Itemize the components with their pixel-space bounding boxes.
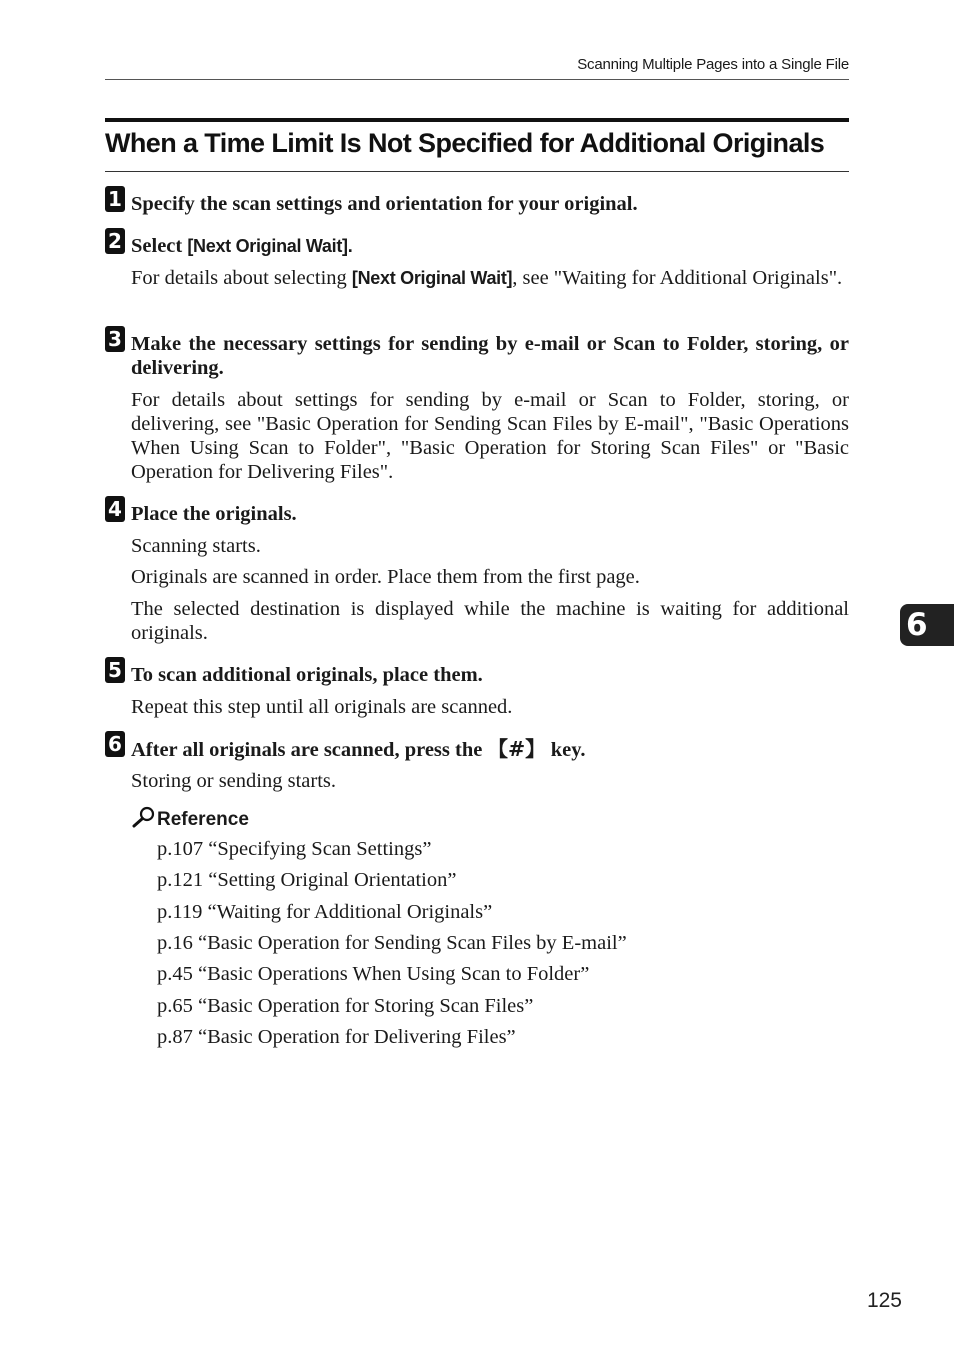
next-original-wait-key-inline: [Next Original Wait] [351, 268, 513, 288]
title-top-rule [105, 118, 849, 122]
reference-heading [131, 806, 249, 831]
running-header: Scanning Multiple Pages into a Single File [577, 56, 849, 73]
reference-link[interactable]: p.16 “Basic Operation for Sending Scan Files by E-mail” [157, 932, 627, 954]
step-6-heading-suffix: key. [545, 739, 586, 761]
step-3-number: 3 [105, 326, 125, 352]
step-3-body: For details about settings for sending by e-mail or Scan to Folder, storing, or delivering, see "Basic Operation for Sending Scan Files by E-mail", "Basic Operations When Using Scan to Folder", "Basic Operation for Storing Scan Files" or "Basic Operation for Delivering Files". [131, 389, 849, 483]
step-2-heading-prefix: Select [131, 235, 188, 257]
chapter-tab: 6 [900, 604, 954, 646]
reference-link[interactable]: p.65 “Basic Operation for Storing Scan Files” [157, 995, 534, 1017]
step-5-heading: To scan additional originals, place them. [131, 664, 483, 686]
hash-key: 【#】 [487, 737, 546, 761]
step-4-number: 4 [105, 496, 125, 522]
step-2-number: 2 [105, 228, 125, 254]
step-4-body-line: The selected destination is displayed while the machine is waiting for additional originals. [131, 598, 849, 644]
step-4-body-line: Originals are scanned in order. Place them from the first page. [131, 566, 640, 588]
reference-link[interactable]: p.107 “Specifying Scan Settings” [157, 838, 432, 860]
step-5-number: 5 [105, 657, 125, 683]
title-bottom-rule [105, 171, 849, 172]
step-6-heading [131, 737, 849, 762]
step-2-body [131, 266, 849, 290]
step-2-body-suffix: , see "Waiting for Additional Originals". [512, 267, 843, 289]
reference-label: Reference [157, 809, 249, 830]
step-6-heading-prefix: After all originals are scanned, press the [131, 739, 488, 761]
step-6-body: Storing or sending starts. [131, 770, 336, 792]
step-3-heading: Make the necessary settings for sending by e-mail or Scan to Folder, storing, or delivering. [131, 333, 849, 379]
header-divider [105, 79, 849, 80]
reference-link[interactable]: p.119 “Waiting for Additional Originals” [157, 901, 493, 923]
step-4-body-line: Scanning starts. [131, 535, 261, 557]
step-2-heading [131, 234, 849, 258]
magnifier-icon [131, 806, 157, 828]
reference-link[interactable]: p.87 “Basic Operation for Delivering Files” [157, 1026, 516, 1048]
step-1-heading: Specify the scan settings and orientation for your original. [131, 193, 638, 215]
step-1-number: 1 [105, 186, 125, 212]
step-4-heading: Place the originals. [131, 503, 297, 525]
reference-link[interactable]: p.45 “Basic Operations When Using Scan to Folder” [157, 963, 590, 985]
reference-link[interactable]: p.121 “Setting Original Orientation” [157, 869, 457, 891]
next-original-wait-key: [Next Original Wait]. [187, 236, 353, 256]
step-2-body-prefix: For details about selecting [131, 267, 352, 289]
section-title: When a Time Limit Is Not Specified for Additional Originals [105, 128, 825, 158]
step-5-body: Repeat this step until all originals are scanned. [131, 696, 513, 718]
step-6-number: 6 [105, 731, 125, 757]
page-number: 125 [866, 1289, 902, 1312]
